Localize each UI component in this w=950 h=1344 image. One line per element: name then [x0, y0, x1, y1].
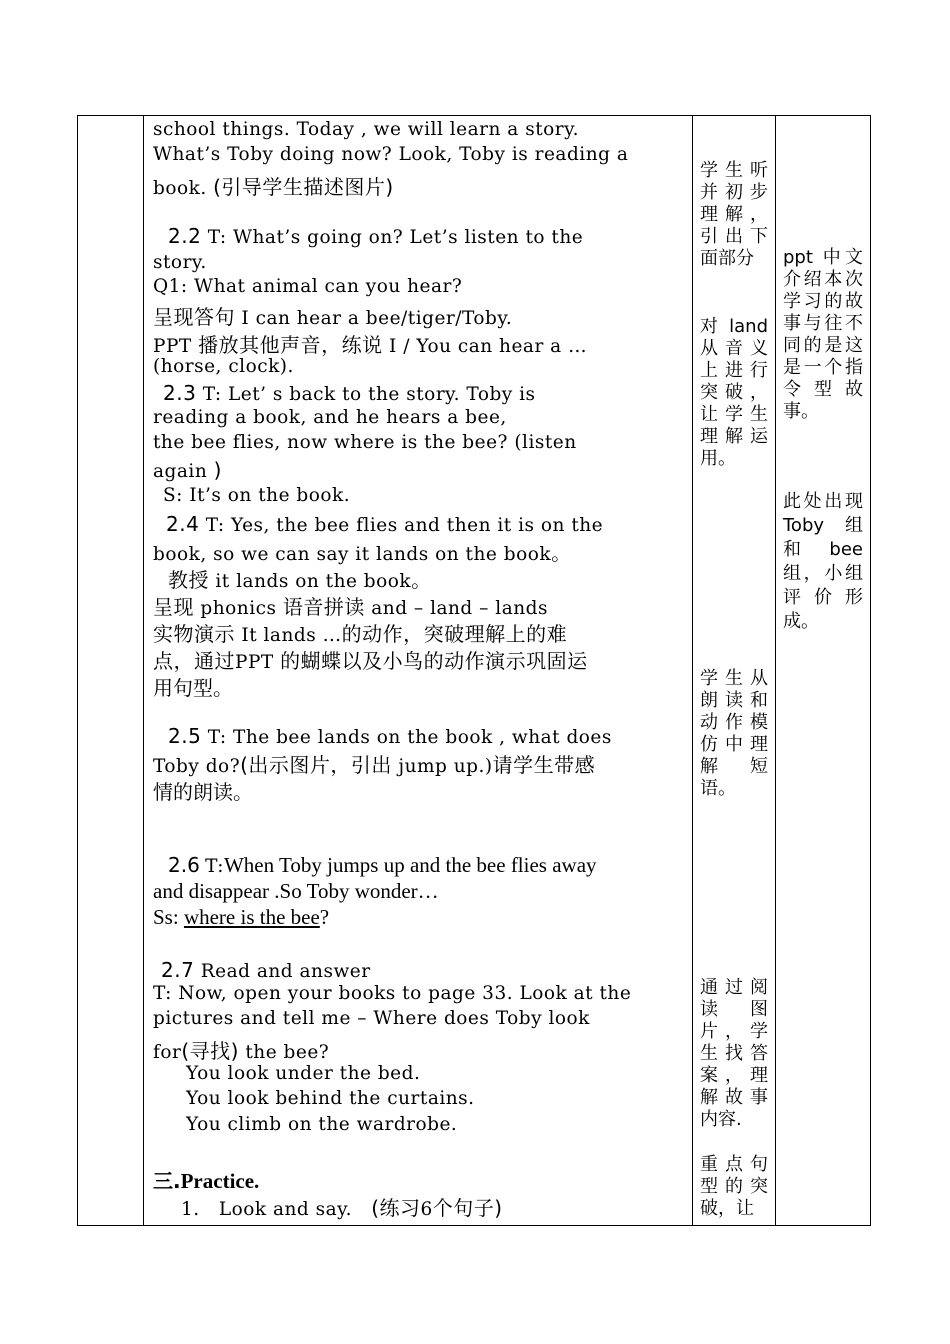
text-line: T: Now, open your books to page 33. Look at the: [153, 983, 632, 1004]
underlined-question: where is the bee: [183, 905, 320, 929]
text-line: book, so we can say it lands on the book。: [153, 541, 572, 565]
text-line: You climb on the wardrobe.: [186, 1114, 458, 1135]
section-2-6: 2.6 T:When Toby jumps up and the bee flies away: [168, 853, 597, 877]
section-2-4: 2.4 T: Yes, the bee flies and then it is on the: [166, 512, 604, 536]
text-line: 呈现 phonics 语音拼读 and – land – lands: [153, 595, 548, 619]
section-2-2: 2.2 T: What’s going on? Let’s listen to the: [168, 224, 584, 248]
note-column-3-block-1: 学生听并初步理解，引出下面部分: [700, 160, 768, 269]
section-2-5: 2.5 T: The bee lands on the book , what does: [168, 724, 612, 748]
note-column-3-block-2: 对 land 从音义上进行突破，让学生理解运用。: [700, 316, 768, 469]
text-line: and disappear .So Toby wonder…: [153, 879, 439, 903]
text-line: You look under the bed.: [186, 1063, 421, 1084]
practice-item: 1. Look and say. (练习6个句子): [181, 1196, 503, 1220]
text-line: Q1: What animal can you hear?: [153, 276, 463, 297]
text-line: school things. Today , we will learn a story.: [153, 119, 579, 140]
text-line: Toby do?(出示图片，引出 jump up.)请学生带感: [153, 753, 596, 777]
text-line: 呈现答句 I can hear a bee/tiger/Toby.: [153, 305, 513, 329]
text-line: (horse, clock).: [153, 356, 294, 377]
table-border-top: [77, 115, 871, 116]
text-line: 情的朗读。: [153, 780, 253, 804]
text-line: for(寻找) the bee?: [153, 1039, 330, 1063]
table-border-bottom: [77, 1225, 871, 1226]
text-line: story.: [153, 252, 207, 273]
text-line: reading a book, and he hears a bee,: [153, 407, 507, 428]
text-line: the bee flies, now where is the bee? (listen: [153, 432, 577, 453]
text-line: S: It’s on the book.: [163, 485, 351, 506]
table-border-left: [77, 115, 78, 1226]
table-divider-1: [143, 115, 144, 1226]
table-divider-2: [692, 115, 693, 1226]
note-column-3-block-5: 重点句型的突破，让: [700, 1154, 768, 1219]
note-column-3-block-4: 通过阅读 图片，学生找答案，理解故事内容.: [700, 977, 768, 1130]
text-line: PPT 播放其他声音，练说 I / You can hear a …: [153, 333, 588, 357]
text-line: 用句型。: [153, 676, 233, 700]
text-line: pictures and tell me – Where does Toby look: [153, 1008, 590, 1029]
text-line: 点，通过PPT 的蝴蝶以及小鸟的动作演示巩固运: [153, 649, 588, 673]
note-column-3-block-3: 学生从朗读和动作模仿中理解 短语。: [700, 668, 768, 799]
table-divider-3: [775, 115, 776, 1226]
practice-heading: 三.Practice.: [153, 1169, 260, 1193]
section-2-7: 2.7 Read and answer: [161, 958, 371, 982]
text-line: You look behind the curtains.: [186, 1088, 475, 1109]
text-line: What’s Toby doing now? Look, Toby is reading a: [153, 144, 629, 165]
text-line: again ): [153, 458, 222, 482]
note-column-4-block-2: 此处出现 Toby 组和 bee 组，小组评价形成。: [783, 491, 863, 632]
table-border-right: [870, 115, 871, 1226]
text-line: Ss: where is the bee?: [153, 905, 330, 929]
text-line: book. (引导学生描述图片): [153, 175, 394, 199]
text-line: 实物演示 It lands …的动作，突破理解上的难: [153, 622, 568, 646]
text-line: 教授 it lands on the book。: [168, 568, 432, 592]
section-2-3: 2.3 T: Let’ s back to the story. Toby is: [163, 381, 536, 405]
note-column-4-block-1: ppt 中文介绍本次学习的故事与往不同的是这是一个指令型故事。: [783, 247, 863, 422]
